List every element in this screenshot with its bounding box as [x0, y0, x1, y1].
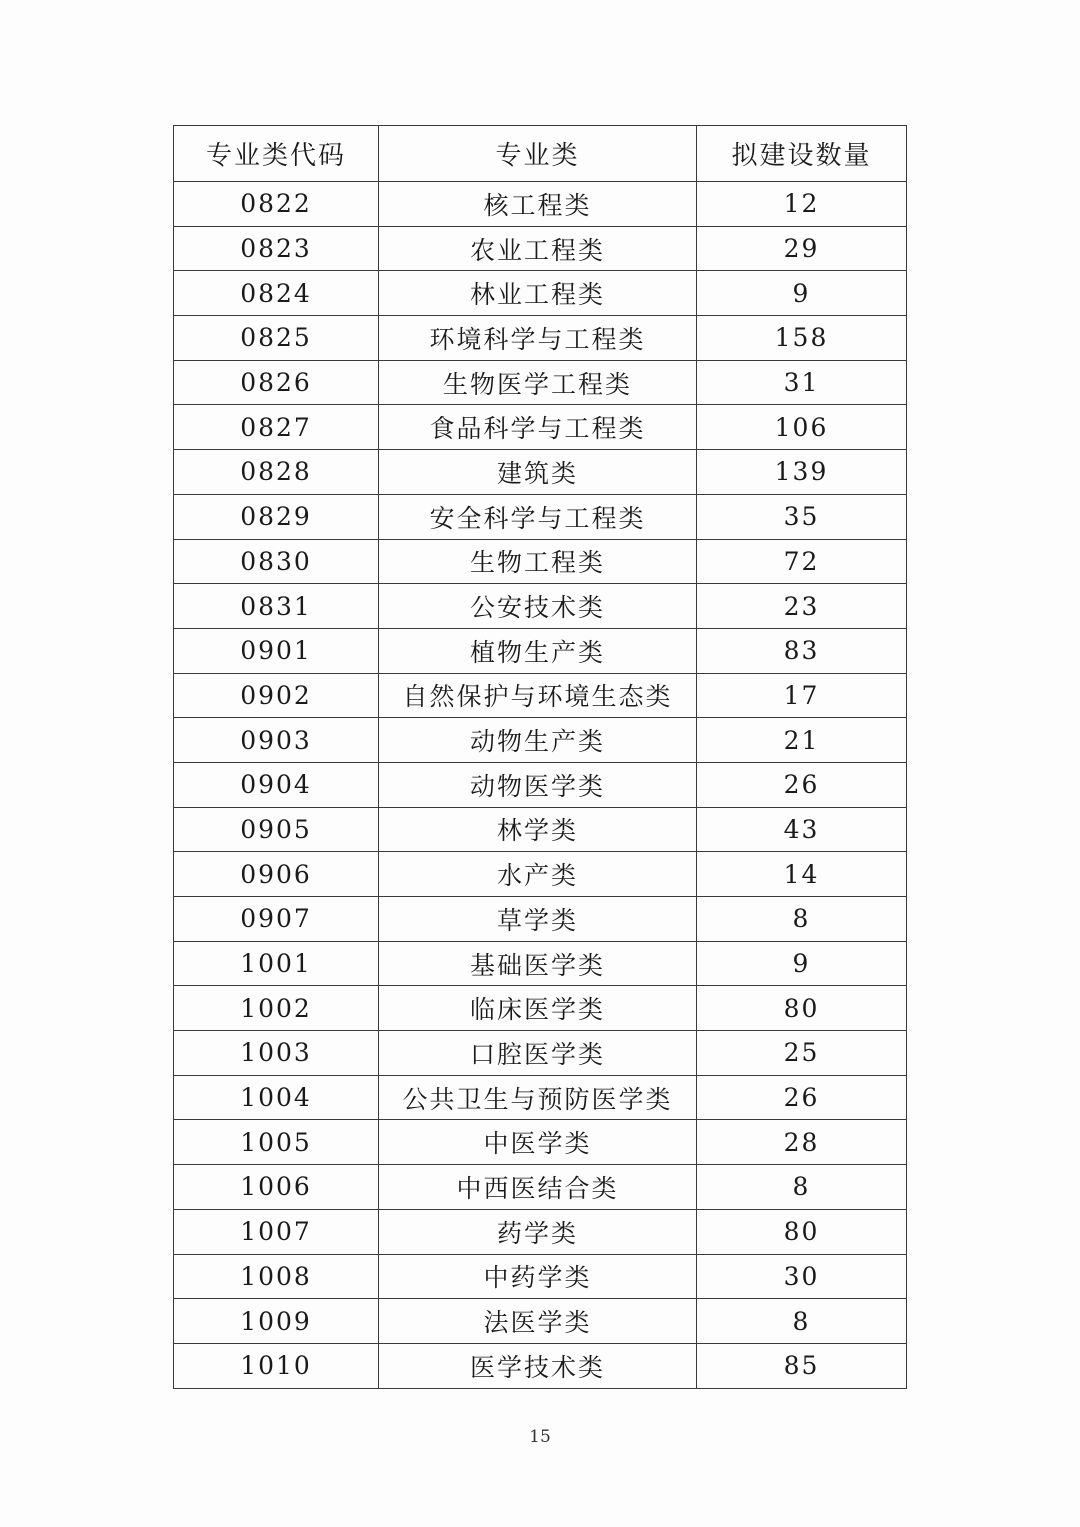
cell-name: 药学类 [379, 1209, 697, 1254]
cell-count: 9 [697, 271, 907, 316]
cell-code: 0906 [174, 852, 379, 897]
table-row [174, 1343, 907, 1388]
cell-code: 0822 [174, 182, 379, 227]
cell-count: 21 [697, 718, 907, 763]
cell-name: 建筑类 [379, 450, 697, 495]
cell-count: 80 [697, 986, 907, 1031]
cell-code: 1003 [174, 1031, 379, 1076]
cell-code: 0901 [174, 628, 379, 673]
table-row [174, 762, 907, 807]
header-count: 拟建设数量 [697, 126, 907, 182]
cell-name: 草学类 [379, 897, 697, 942]
table-row [174, 226, 907, 271]
cell-name: 口腔医学类 [379, 1031, 697, 1076]
cell-name: 动物生产类 [379, 718, 697, 763]
cell-name: 公安技术类 [379, 584, 697, 629]
table-row [174, 1209, 907, 1254]
table-row [174, 182, 907, 227]
cell-name: 基础医学类 [379, 941, 697, 986]
cell-code: 1007 [174, 1209, 379, 1254]
table-row [174, 1031, 907, 1076]
cell-code: 0828 [174, 450, 379, 495]
cell-code: 1009 [174, 1299, 379, 1344]
header-name: 专业类 [379, 126, 697, 182]
table-row [174, 628, 907, 673]
table-row [174, 316, 907, 361]
cell-code: 0831 [174, 584, 379, 629]
table-header-row [174, 126, 907, 182]
cell-name: 林学类 [379, 807, 697, 852]
table-row [174, 718, 907, 763]
cell-name: 公共卫生与预防医学类 [379, 1075, 697, 1120]
cell-code: 0825 [174, 316, 379, 361]
table-row [174, 673, 907, 718]
table-row [174, 986, 907, 1031]
cell-code: 0907 [174, 897, 379, 942]
cell-name: 植物生产类 [379, 628, 697, 673]
cell-count: 8 [697, 897, 907, 942]
cell-name: 生物医学工程类 [379, 360, 697, 405]
cell-code: 1004 [174, 1075, 379, 1120]
cell-code: 1010 [174, 1343, 379, 1388]
cell-count: 72 [697, 539, 907, 584]
cell-code: 0903 [174, 718, 379, 763]
cell-count: 106 [697, 405, 907, 450]
table-row [174, 271, 907, 316]
cell-count: 8 [697, 1165, 907, 1210]
header-code: 专业类代码 [174, 126, 379, 182]
table-row [174, 1299, 907, 1344]
cell-count: 12 [697, 182, 907, 227]
table-row [174, 450, 907, 495]
table-row [174, 584, 907, 629]
cell-name: 临床医学类 [379, 986, 697, 1031]
cell-name: 林业工程类 [379, 271, 697, 316]
cell-count: 30 [697, 1254, 907, 1299]
cell-code: 0904 [174, 762, 379, 807]
cell-name: 农业工程类 [379, 226, 697, 271]
cell-count: 35 [697, 494, 907, 539]
cell-count: 31 [697, 360, 907, 405]
cell-count: 23 [697, 584, 907, 629]
cell-code: 0824 [174, 271, 379, 316]
table-row [174, 1254, 907, 1299]
cell-code: 0826 [174, 360, 379, 405]
cell-code: 1008 [174, 1254, 379, 1299]
table-row [174, 360, 907, 405]
cell-code: 1005 [174, 1120, 379, 1165]
cell-count: 26 [697, 1075, 907, 1120]
cell-name: 安全科学与工程类 [379, 494, 697, 539]
cell-name: 生物工程类 [379, 539, 697, 584]
cell-code: 0905 [174, 807, 379, 852]
cell-code: 1006 [174, 1165, 379, 1210]
cell-name: 法医学类 [379, 1299, 697, 1344]
table-body [174, 182, 907, 1389]
cell-count: 8 [697, 1299, 907, 1344]
cell-count: 80 [697, 1209, 907, 1254]
cell-code: 0902 [174, 673, 379, 718]
table-row [174, 539, 907, 584]
cell-code: 1002 [174, 986, 379, 1031]
cell-count: 158 [697, 316, 907, 361]
cell-count: 25 [697, 1031, 907, 1076]
cell-count: 29 [697, 226, 907, 271]
cell-name: 食品科学与工程类 [379, 405, 697, 450]
cell-name: 动物医学类 [379, 762, 697, 807]
cell-name: 核工程类 [379, 182, 697, 227]
cell-name: 医学技术类 [379, 1343, 697, 1388]
cell-count: 9 [697, 941, 907, 986]
table-row [174, 1165, 907, 1210]
cell-name: 中西医结合类 [379, 1165, 697, 1210]
table-row [174, 1120, 907, 1165]
cell-name: 中医学类 [379, 1120, 697, 1165]
cell-count: 85 [697, 1343, 907, 1388]
table-row [174, 494, 907, 539]
cell-code: 0823 [174, 226, 379, 271]
table-row [174, 941, 907, 986]
table-row [174, 852, 907, 897]
majors-table [173, 125, 907, 1389]
cell-name: 自然保护与环境生态类 [379, 673, 697, 718]
cell-name: 环境科学与工程类 [379, 316, 697, 361]
cell-count: 14 [697, 852, 907, 897]
table-row [174, 1075, 907, 1120]
cell-name: 中药学类 [379, 1254, 697, 1299]
cell-code: 0830 [174, 539, 379, 584]
cell-count: 28 [697, 1120, 907, 1165]
cell-count: 139 [697, 450, 907, 495]
page-number: 15 [529, 1427, 551, 1447]
cell-count: 26 [697, 762, 907, 807]
cell-count: 43 [697, 807, 907, 852]
table-row [174, 897, 907, 942]
cell-code: 0829 [174, 494, 379, 539]
cell-code: 1001 [174, 941, 379, 986]
cell-code: 0827 [174, 405, 379, 450]
table-row [174, 807, 907, 852]
cell-count: 83 [697, 628, 907, 673]
cell-count: 17 [697, 673, 907, 718]
table-row [174, 405, 907, 450]
cell-name: 水产类 [379, 852, 697, 897]
